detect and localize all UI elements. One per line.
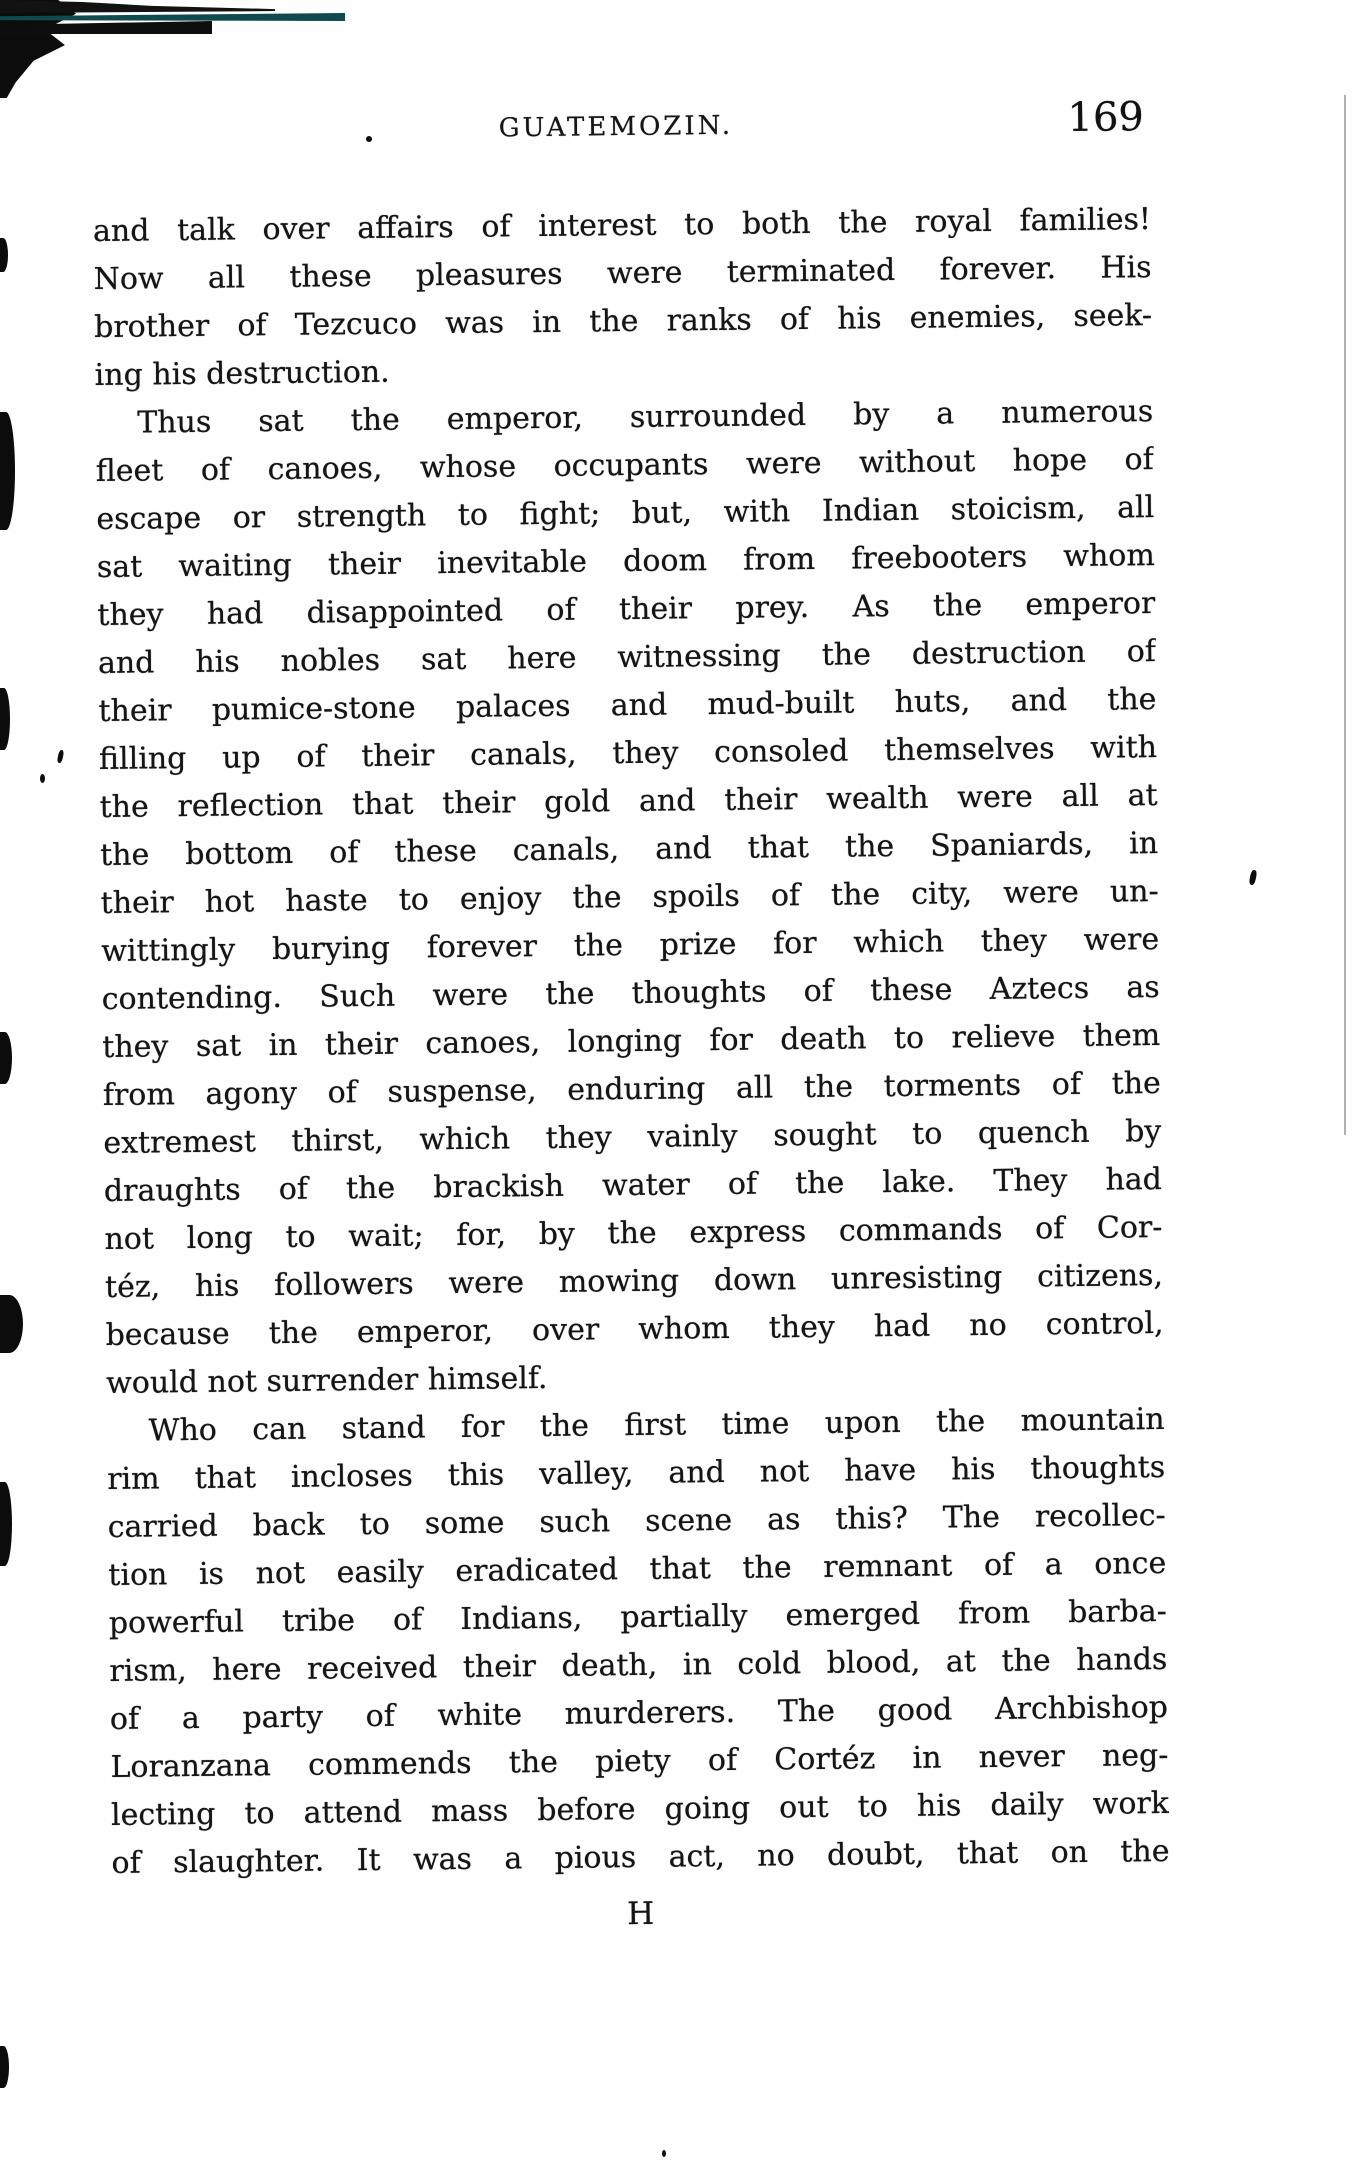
scan-artifact-edge-mark	[0, 1482, 12, 1566]
text-line: their pumice-stone palaces and mud-built huts, and the	[98, 682, 1157, 730]
text-line: of a party of white murderers. The good Archbishop	[109, 1689, 1169, 1737]
text-line: their hot haste to enjoy the spoils of the city, were un-	[100, 873, 1159, 921]
text-line: rism, here received their death, in cold blood, at the hands	[109, 1641, 1168, 1689]
text-line: filling up of their canals, they consoled themselves with	[98, 730, 1158, 778]
text-line: of slaughter. It was a pious act, no doubt, that on the	[111, 1833, 1170, 1881]
text-line: would not surrender himself.	[105, 1360, 548, 1401]
text-line: lecting to attend mass before going out to his daily work	[110, 1785, 1170, 1833]
scan-artifact-page-edge-line	[1344, 95, 1346, 1135]
text-line: téz, his followers were mowing down unresisting citizens,	[104, 1257, 1164, 1305]
scan-artifact-bottom-streak	[0, 0, 275, 13]
scan-artifact-speck	[662, 2150, 666, 2157]
scan-artifact-edge-mark	[0, 238, 8, 272]
scan-artifact-edge-mark	[0, 688, 10, 750]
page-number: 169	[1067, 94, 1145, 141]
text-line: and his nobles sat here witnessing the destruction of	[97, 634, 1157, 682]
scan-artifact-corner-blob	[0, 0, 112, 98]
scan-artifact-quote-mark	[57, 750, 65, 764]
scan-artifact-edge-mark	[0, 1032, 12, 1084]
text-line: rim that incloses this valley, and not have his thoughts	[107, 1449, 1166, 1497]
text-line: Who can stand for the first time upon the mountain	[148, 1401, 1165, 1449]
text-line: they sat in their canoes, longing for death to relieve them	[102, 1017, 1161, 1065]
text-line: and talk over affairs of interest to both the royal families!	[92, 202, 1152, 250]
text-line: brother of Tezcuco was in the ranks of his enemies, seek-	[93, 298, 1153, 346]
scan-artifact-edge-mark	[0, 2046, 9, 2088]
text-line: wittingly burying forever the prize for which they were	[101, 921, 1160, 969]
text-line: not long to wait; for, by the express commands of Cor-	[104, 1209, 1163, 1257]
scan-artifact-quote-mark	[1249, 870, 1258, 886]
text-line: Thus sat the emperor, surrounded by a numerous	[137, 394, 1154, 441]
text-line: tion is not easily eradicated that the remnant of a once	[108, 1545, 1167, 1593]
text-line: ing his destruction.	[94, 354, 390, 394]
signature-mark: H	[626, 1895, 656, 1933]
text-body	[93, 196, 1170, 1888]
page-content	[92, 94, 1171, 1938]
text-line: fleet of canoes, whose occupants were without hope of	[95, 442, 1154, 490]
text-line: carried back to some such scene as this? The recollec-	[107, 1497, 1166, 1545]
text-line: escape or strength to fight; but, with Indian stoicism, all	[96, 490, 1155, 538]
text-line: Loranzana commends the piety of Cortéz in never neg-	[110, 1737, 1169, 1785]
scan-artifact-edge-mark	[0, 412, 15, 530]
text-line: from agony of suspense, enduring all the torments of the	[102, 1065, 1161, 1113]
text-line: sat waiting their inevitable doom from freebooters whom	[96, 538, 1156, 586]
text-line: they had disappointed of their prey. As the emperor	[97, 586, 1156, 634]
text-line: draughts of the brackish water of the lake. They had	[103, 1161, 1163, 1209]
text-line: extremest thirst, which they vainly sought to quench by	[103, 1113, 1162, 1161]
scan-artifact-edge-mark	[0, 1295, 23, 1353]
running-head: GUATEMOZIN.	[498, 110, 734, 144]
text-line: contending. Such were the thoughts of these Aztecs as	[101, 969, 1160, 1017]
text-line: powerful tribe of Indians, partially emerged from barba-	[108, 1593, 1167, 1641]
text-line: Now all these pleasures were terminated forever. His	[93, 250, 1152, 298]
text-line: because the emperor, over whom they had no control,	[105, 1305, 1164, 1353]
scan-artifact-speck	[40, 774, 45, 783]
page-header	[92, 94, 1151, 208]
text-line: the reflection that their gold and their wealth were all at	[99, 778, 1158, 826]
text-line: the bottom of these canals, and that the Spaniards, in	[99, 825, 1159, 873]
